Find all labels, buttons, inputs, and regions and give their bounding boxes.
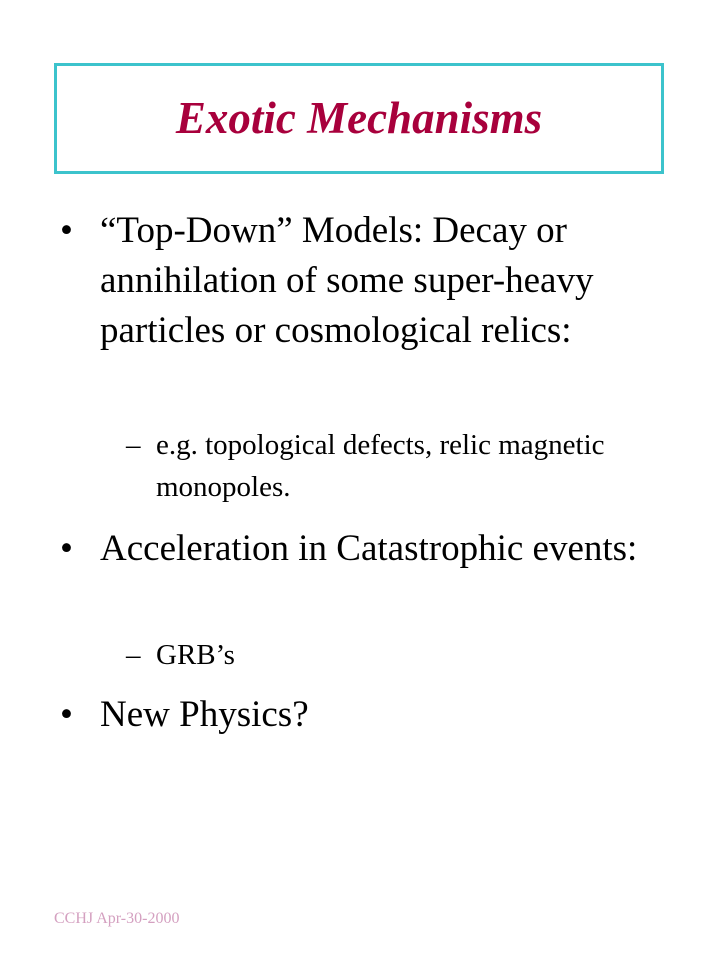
bullet-text: Acceleration in Catastrophic events: (100, 528, 638, 569)
sub-bullet-text: GRB’s (156, 639, 235, 671)
bullet-new-physics (60, 690, 660, 740)
bullet-mark: • (60, 528, 73, 569)
sub-bullet-mark: – (126, 429, 141, 461)
footer-text: CCHJ Apr-30-2000 (54, 910, 180, 927)
sub-bullet-mark: – (126, 639, 141, 671)
slide-title: Exotic Mechanisms (175, 93, 543, 143)
title-box (54, 63, 664, 174)
bullet-acceleration (60, 524, 660, 574)
sub-bullet-defects (126, 424, 646, 508)
bullet-text: New Physics? (100, 694, 309, 735)
sub-bullet-grbs (126, 634, 646, 676)
sub-bullet-text: e.g. topological defects, relic magnetic monopoles. (156, 429, 605, 503)
bullet-mark: • (60, 210, 73, 251)
bullet-top-down (60, 206, 660, 356)
bullet-text: “Top-Down” Models: Decay or annihilation of some super-heavy particles or cosmological relics: (100, 210, 594, 351)
bullet-mark: • (60, 694, 73, 735)
